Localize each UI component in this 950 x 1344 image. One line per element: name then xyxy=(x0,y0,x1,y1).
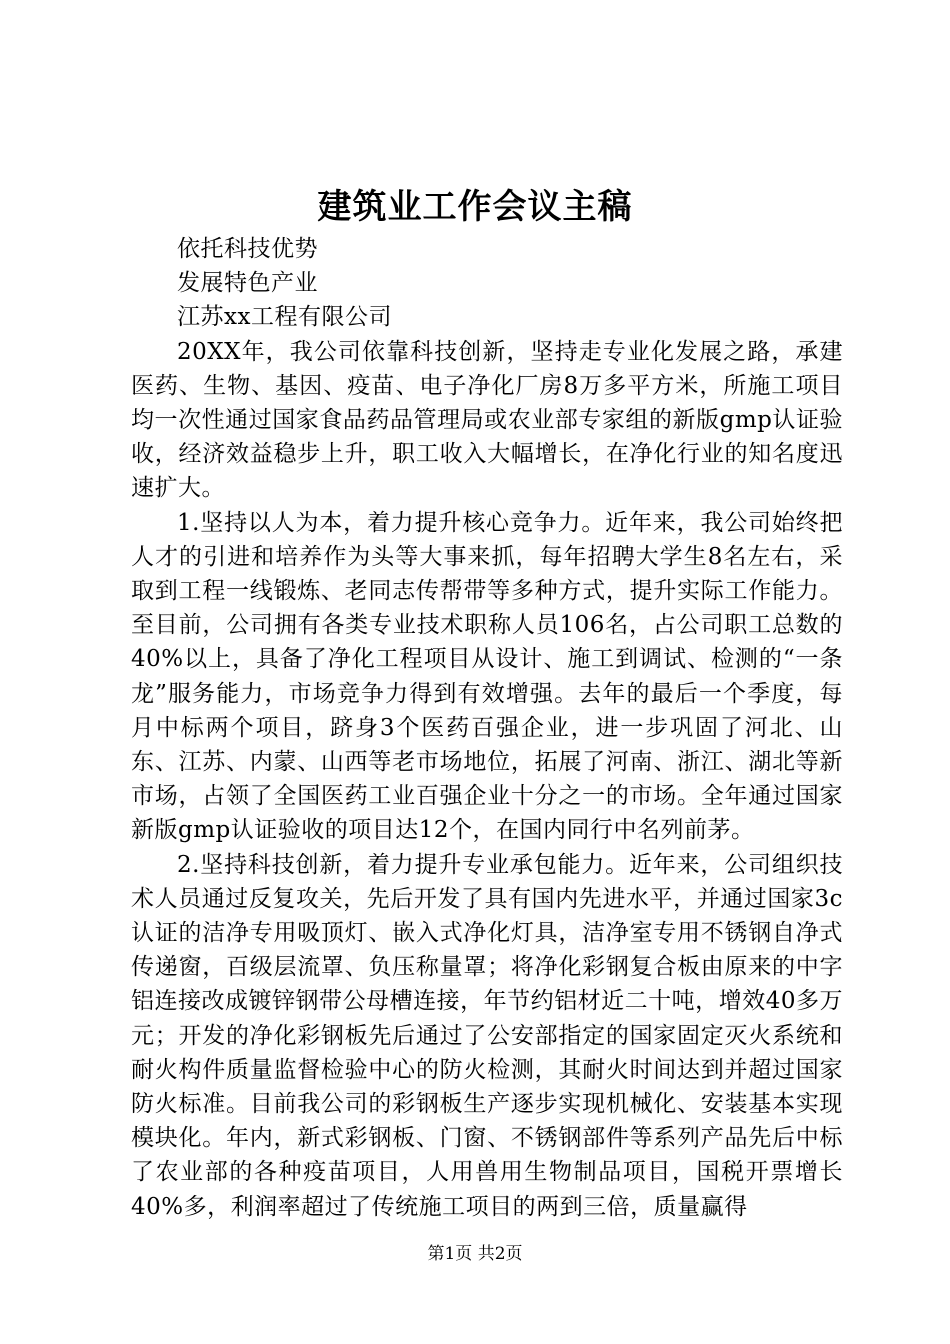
heading-line-2: 发展特色产业 xyxy=(177,270,318,297)
document-body xyxy=(131,232,843,1224)
document-title: 建筑业工作会议主稿 xyxy=(317,187,633,227)
paragraph-2: 2.坚持科技创新，着力提升专业承包能力。近年来，公司组织技术人员通过反复攻关，先后开发了具有国内先进水平，并通过国家3c认证的洁净专用吸顶灯、嵌入式净化灯具，洁净室专用不锈钢自净式传递窗，百级层流罩、负压称量罩；将净化彩钢复合板由原来的中字铝连接改成镀锌钢带公母槽连接，年节约铝材近二十吨，增效40多万元；开发的净化彩钢板先后通过了公安部指定的国家固定灭火系统和耐火构件质量监督检验中心的防火检测，其耐火时间达到并超过国家防火标准。目前我公司的彩钢板生产逐步实现机械化、安装基本实现模块化。年内，新式彩钢板、门窗、不锈钢部件等系列产品先后中标了农业部的各种疫苗项目，人用兽用生物制品项目，国税开票增长40%多，利润率超过了传统施工项目的两到三倍，质量赢得 xyxy=(131,851,843,1220)
paragraph-1: 1.坚持以人为本，着力提升核心竞争力。近年来，我公司始终把人才的引进和培养作为头等大事来抓，每年招聘大学生8名左右，采取到工程一线锻炼、老同志传帮带等多种方式，提升实际工作能力。至目前，公司拥有各类专业技术职称人员106名，占公司职工总数的40%以上，具备了净化工程项目从设计、施工到调试、检测的“一条龙”服务能力，市场竞争力得到有效增强。去年的最后一个季度，每月中标两个项目，跻身3个医药百强企业，进一步巩固了河北、山东、江苏、内蒙、山西等老市场地位，拓展了河南、浙江、湖北等新市场，占领了全国医药工业百强企业十分之一的市场。全年通过国家新版gmp认证验收的项目达12个，在国内同行中名列前茅。 xyxy=(131,509,843,844)
heading-line-1: 依托科技优势 xyxy=(177,236,318,262)
company-name: 江苏xx工程有限公司 xyxy=(177,304,392,331)
page-footer: 第1页 共2页 xyxy=(427,1244,523,1264)
paragraph-intro: 20XX年，我公司依靠科技创新，坚持走专业化发展之路，承建医药、生物、基因、疫苗、电子净化厂房8万多平方米，所施工项目均一次性通过国家食品药品管理局或农业部专家组的新版gmp认证验收，经济效益稳步上升，职工收入大幅增长，在净化行业的知名度迅速扩大。 xyxy=(131,338,843,502)
